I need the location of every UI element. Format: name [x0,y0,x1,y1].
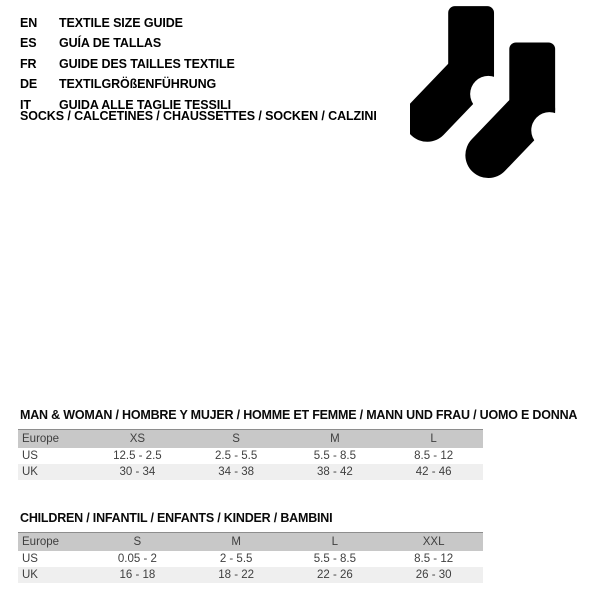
column-header-region: Europe [22,535,60,548]
category-title: SOCKS / CALCETINES / CHAUSSETTES / SOCKEN / CALZINI [20,109,377,123]
children-section-title: CHILDREN / INFANTIL / ENFANTS / KINDER / BAMBINI [20,511,333,525]
language-code: DE [20,77,38,92]
table-header-row [18,430,483,448]
cell-value: 42 - 46 [415,465,452,478]
table-row-uk [18,464,483,480]
column-header-l: L [430,432,437,445]
row-label: UK [22,568,38,581]
language-code: ES [20,36,37,51]
language-label: GUIDA ALLE TAGLIE TESSILI [59,97,232,112]
cell-value: 34 - 38 [218,465,255,478]
language-code: FR [20,56,37,71]
language-row-de [20,74,235,94]
cell-value: 22 - 26 [316,568,353,581]
cell-value: 8.5 - 12 [414,449,454,462]
language-label: GUIDE DES TAILLES TEXTILE [59,56,235,71]
column-header-region: Europe [22,432,60,445]
column-header-s: S [133,535,142,548]
column-header-xxl: XXL [422,535,445,548]
table-header-row [18,533,483,551]
cell-value: 5.5 - 8.5 [313,449,356,462]
cell-value: 26 - 30 [415,568,452,581]
row-label: US [22,449,38,462]
children-size-table [18,532,483,583]
cell-value: 30 - 34 [119,465,156,478]
language-row-en [20,13,235,33]
cell-value: 38 - 42 [316,465,353,478]
column-header-m: M [231,535,241,548]
cell-value: 16 - 18 [119,568,156,581]
language-code: IT [20,97,31,112]
language-list [20,13,235,115]
language-label: TEXTILE SIZE GUIDE [59,16,183,30]
socks-icon [410,6,558,183]
column-header-xs: XS [129,432,146,445]
column-header-m: M [330,432,340,445]
table-row-us [18,448,483,464]
man-woman-size-table [18,429,483,480]
column-header-s: S [232,432,240,445]
man-woman-section-title: MAN & WOMAN / HOMBRE Y MUJER / HOMME ET FEMME / MANN UND FRAU / UOMO E DONNA [20,408,578,422]
language-row-es [20,33,235,53]
language-label: GUÍA DE TALLAS [59,36,162,51]
table-row-uk [18,567,483,583]
language-label: TEXTILGRÖßENFÜHRUNG [59,77,217,92]
cell-value: 0.05 - 2 [117,552,157,565]
language-row-fr [20,54,235,74]
cell-value: 2 - 5.5 [219,552,253,565]
table-row-us [18,551,483,567]
cell-value: 5.5 - 8.5 [313,552,356,565]
cell-value: 12.5 - 2.5 [113,449,162,462]
cell-value: 8.5 - 12 [414,552,454,565]
row-label: UK [22,465,38,478]
language-code: EN [20,16,38,30]
cell-value: 18 - 22 [218,568,255,581]
row-label: US [22,552,38,565]
column-header-l: L [331,535,339,548]
cell-value: 2.5 - 5.5 [215,449,258,462]
